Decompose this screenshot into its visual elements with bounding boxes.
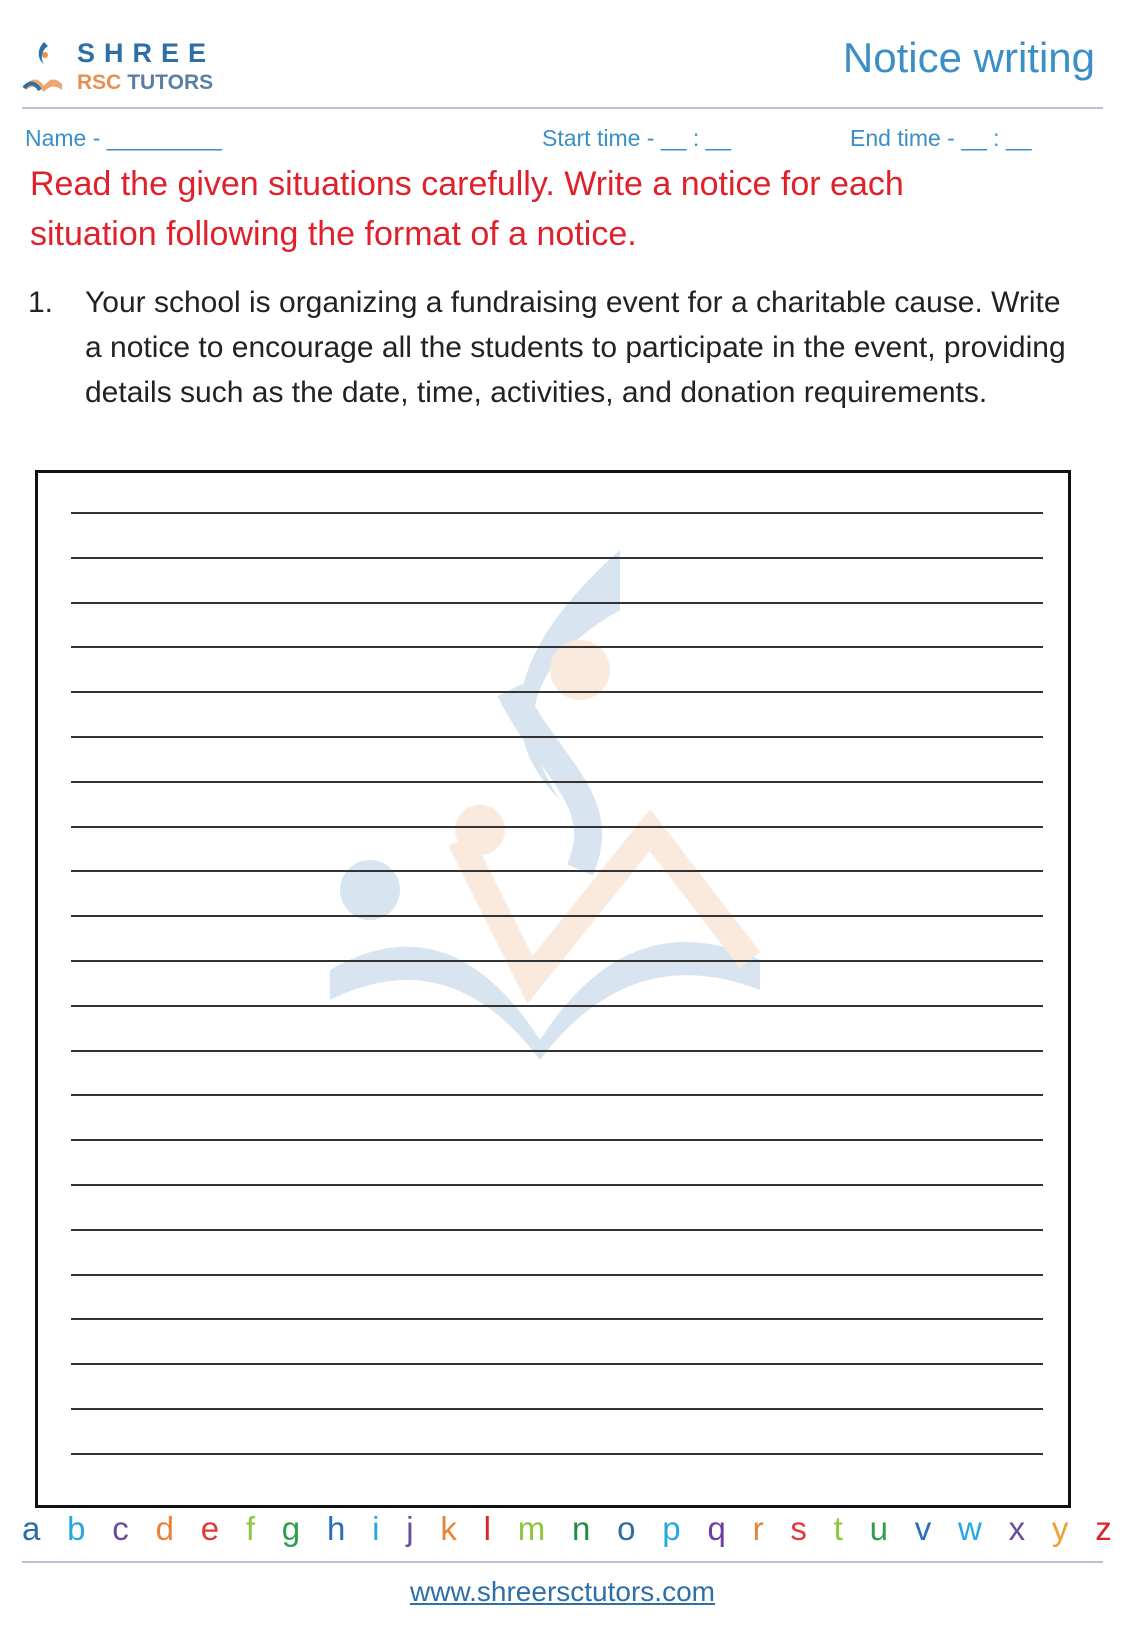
logo-text-rsc: RSC <box>77 71 122 94</box>
alphabet-letter: u <box>869 1510 888 1547</box>
alphabet-letter: m <box>517 1510 546 1547</box>
logo-text-tutors: TUTORS <box>127 71 214 94</box>
answer-line <box>71 1453 1043 1455</box>
alphabet-letter: o <box>617 1510 636 1547</box>
answer-line <box>71 1229 1043 1231</box>
alphabet-letter: w <box>958 1510 982 1547</box>
answer-line <box>71 512 1043 514</box>
alphabet-letter: i <box>372 1510 380 1547</box>
answer-line <box>71 781 1043 783</box>
answer-line <box>71 736 1043 738</box>
alphabet-letter: c <box>112 1510 129 1547</box>
logo-text-rsc-tutors <box>77 71 213 95</box>
logo-mark-icon <box>22 36 66 96</box>
footer-divider <box>22 1561 1103 1563</box>
start-time-field[interactable]: Start time - __ : __ <box>542 125 732 151</box>
end-time-field[interactable]: End time - __ : __ <box>850 125 1032 151</box>
answer-line <box>71 602 1043 604</box>
alphabet-letter: z <box>1095 1510 1112 1547</box>
header-divider <box>22 107 1103 109</box>
logo-text-shree: SHREE <box>77 38 216 68</box>
answer-line <box>71 1274 1043 1276</box>
answer-line <box>71 1005 1043 1007</box>
logo <box>22 36 222 100</box>
answer-line <box>71 870 1043 872</box>
answer-line <box>71 960 1043 962</box>
alphabet-letter: b <box>67 1510 86 1547</box>
alphabet-letter: q <box>707 1510 726 1547</box>
alphabet-strip <box>22 1510 1112 1548</box>
alphabet-letter: j <box>406 1510 414 1547</box>
instruction-line-1: Read the given situations carefully. Write a notice for each <box>30 165 904 203</box>
alphabet-letter: n <box>572 1510 591 1547</box>
answer-line <box>71 826 1043 828</box>
alphabet-letter: l <box>483 1510 491 1547</box>
answer-line <box>71 646 1043 648</box>
answer-line <box>71 1139 1043 1141</box>
answer-line <box>71 1408 1043 1410</box>
alphabet-letter: x <box>1008 1510 1026 1547</box>
alphabet-letter: v <box>914 1510 932 1547</box>
name-field[interactable]: Name - _________ <box>25 125 222 151</box>
alphabet-letter: t <box>833 1510 843 1547</box>
answer-line <box>71 1094 1043 1096</box>
question-text: Your school is organizing a fundraising event for a charitable cause. Write a notice to encourage all the students to participate in the event, providing details such as the date, time, activities, and donation requirements. <box>85 286 1066 409</box>
answer-line <box>71 557 1043 559</box>
answer-line <box>71 1184 1043 1186</box>
alphabet-letter: k <box>440 1510 457 1547</box>
alphabet-letter: e <box>200 1510 220 1547</box>
answer-line <box>71 915 1043 917</box>
answer-box[interactable] <box>35 470 1071 1508</box>
alphabet-letter: g <box>281 1510 301 1547</box>
alphabet-letter: r <box>752 1510 764 1547</box>
alphabet-letter: y <box>1051 1510 1069 1547</box>
alphabet-letter: p <box>662 1510 681 1547</box>
page-title: Notice writing <box>842 34 1095 81</box>
instruction-line-2: situation following the format of a notice. <box>30 215 637 253</box>
answer-line <box>71 1363 1043 1365</box>
alphabet-letter: f <box>245 1510 256 1547</box>
alphabet-letter: d <box>155 1510 174 1547</box>
answer-line <box>71 1318 1043 1320</box>
answer-line <box>71 691 1043 693</box>
question-number: 1. <box>28 286 54 319</box>
website-link[interactable]: www.shreersctutors.com <box>410 1576 715 1607</box>
alphabet-letter: s <box>790 1510 807 1547</box>
alphabet-letter: h <box>326 1510 346 1547</box>
alphabet-letter: a <box>22 1510 41 1547</box>
answer-line <box>71 1050 1043 1052</box>
